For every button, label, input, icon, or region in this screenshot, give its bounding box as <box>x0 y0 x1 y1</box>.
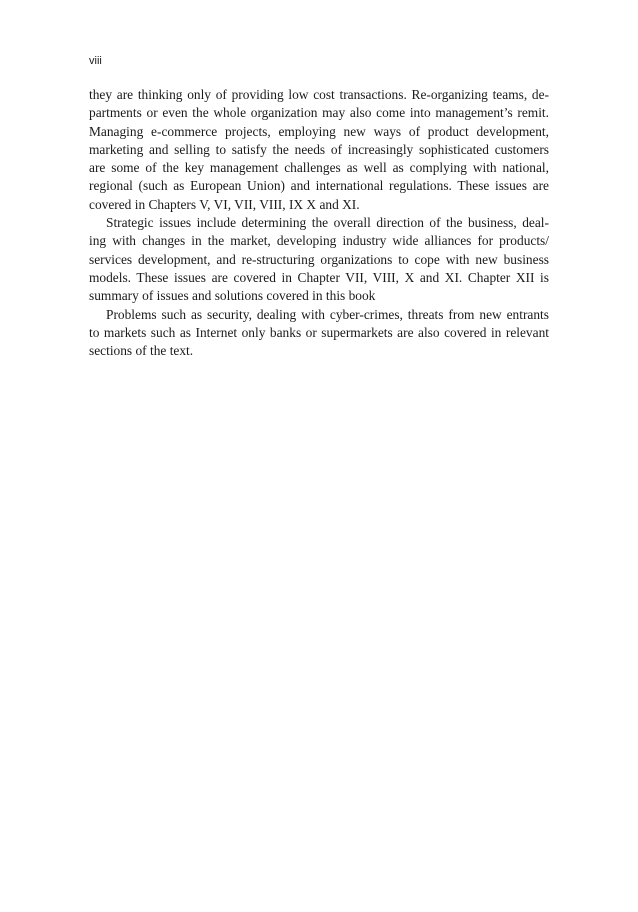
text-line: regional (such as European Union) and international regulations. These issues are <box>89 178 549 194</box>
text-line: summary of issues and solutions covered in this book <box>89 288 376 304</box>
paragraph <box>89 306 549 361</box>
text-line: Problems such as security, dealing with cyber-crimes, threats from new entrants <box>106 306 549 322</box>
text-line: models. These issues are covered in Chapter VII, VIII, X and XI. Chapter XII is <box>89 269 549 285</box>
text-line: they are thinking only of providing low cost transactions. Re-organizing teams, de- <box>89 87 549 102</box>
text-line: covered in Chapters V, VI, VII, VIII, IX X and XI. <box>89 196 360 212</box>
paragraph <box>89 86 549 214</box>
text-line: partments or even the whole organization may also come into management’s remit. <box>89 105 549 121</box>
text-line: services development, and re-structuring organizations to cope with new business <box>89 251 549 267</box>
text-line: ing with changes in the market, developing industry wide alliances for products/ <box>89 233 549 249</box>
text-line: marketing and selling to satisfy the needs of increasingly sophisticated customers <box>89 141 549 157</box>
text-line: to markets such as Internet only banks or supermarkets are also covered in relevant <box>89 324 549 340</box>
text-line: Managing e-commerce projects, employing new ways of product development, <box>89 123 549 139</box>
text-line: sections of the text. <box>89 343 194 359</box>
paragraph <box>89 214 549 305</box>
body-text <box>89 86 549 360</box>
text-line: are some of the key management challenges as well as complying with national, <box>89 160 549 176</box>
text-line: Strategic issues include determining the overall direction of the business, deal- <box>106 215 549 231</box>
page-number: viii <box>89 55 102 67</box>
